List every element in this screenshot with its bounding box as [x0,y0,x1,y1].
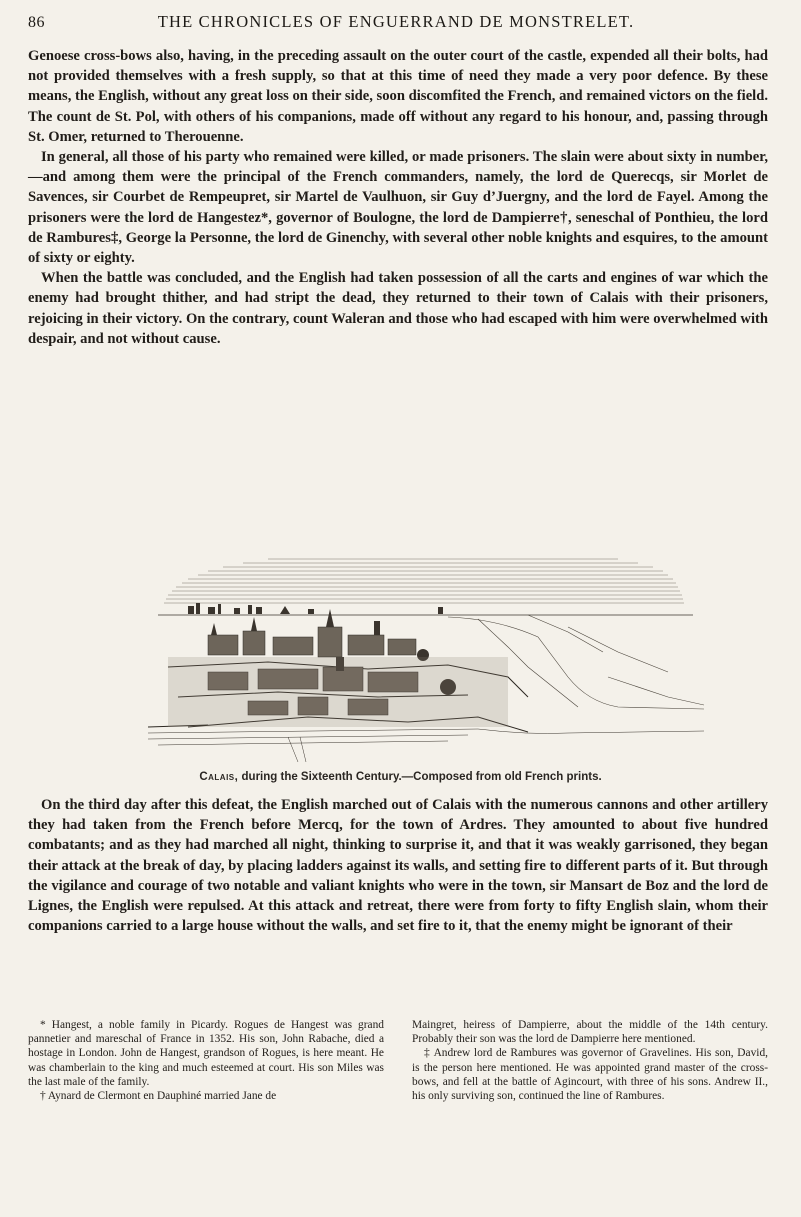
footnote: ‡ Andrew lord de Rambures was governor of Gravelines. His son, David, is the person here mentioned. He was appointed grand master of the cross-bows, and fell at the battle of Agincourt, with three of his sons. Andrew II., his only surviving son, continued the line of Rambures. [412,1047,768,1103]
footnote: Maingret, heiress of Dampierre, about the middle of the 14th century. Probably their son was the lord de Dampierre here mentioned. [412,1019,768,1046]
body-text-top [28,46,768,349]
paragraph: Genoese cross-bows also, having, in the preceding assault on the outer court of the castle, expended all their bolts, had not provided themselves with a fresh supply, so that at this time of need they made a very poor defence. By these means, the English, without any great loss on their side, soon discomfited the French, and remained victors on the field. The count de St. Pol, with others of his companions, made off without any regard to his honour, and, passing through St. Omer, returned to Therouenne. [28,48,768,145]
paragraph: In general, all those of his party who remained were killed, or made prisoners. The slain were about sixty in number,—and among them were the principal of the French commanders, namely, the lord de Querecqs, sir Morlet de Savences, sir Courbet de Rempeupret, sir Martel de Vaulhuon, sir Guy d’Juergny, and the lord de Fayel. Among the prisoners were the lord de Hangestez*, governor of Boulogne, the lord de Dampierre†, seneschal of Ponthieu, the lord de Rambures‡, George la Personne, the lord de Ginenchy, with several other noble knights and esquires, to the amount of sixty or eighty. [28,149,768,267]
footnotes-right [412,1018,768,1103]
page-header [28,12,766,34]
caption-text: during the Sixteenth Century.—Composed from old French prints. [238,771,602,783]
page-number: 86 [28,14,45,31]
paragraph: When the battle was concluded, and the English had taken possession of all the carts and engines of war which the enemy had brought thither, and had stript the dead, they returned to their town of Calais with their prisoners, rejoicing in their victory. On the contrary, count Waleran and those who had escaped with him were overwhelmed with despair, and not without cause. [28,270,768,347]
sky-hatching [164,559,684,603]
horizon-town [188,603,443,614]
footnote: * Hangest, a noble family in Picardy. Rogues de Hangest was grand pannetier and mareschal of France in 1352. His son, John Rabache, died a hostage in London. John de Hangest, grandson of Rogues, is here meant. He was chamberlain to the king and much esteemed at court. His son Miles was the last male of the family. [28,1019,384,1088]
illustration-caption [0,771,801,783]
body-text-bottom [28,795,768,936]
footnote: † Aynard de Clermont en Dauphiné married Jane de [40,1090,277,1103]
caption-place: Calais, [199,771,239,783]
footnotes-left [28,1018,384,1103]
paragraph: On the third day after this defeat, the English marched out of Calais with the numerous cannons and other artillery they had taken from the French before Mercq, for the town of Ardres. They amounted to about five hundred combatants; and as they had marched all night, thinking to surprise it, and that it was weakly garrisoned, they began their attack at the break of day, by placing ladders against its walls, and setting fire to different parts of it. But through the vigilance and courage of two notable and valiant knights who were in the town, sir Mansart de Boz and the lord de Lignes, the English were repulsed. At this attack and retreat, there were from forty to fifty English slain, whom their companions carried to a large house without the walls, and set fire to it, that the enemy might be ignorant of their [28,797,768,935]
calais-engraving [148,557,704,762]
foreground [148,729,704,762]
landmass-shade [168,657,508,727]
running-title: THE CHRONICLES OF ENGUERRAND DE MONSTRELET. [157,12,635,31]
